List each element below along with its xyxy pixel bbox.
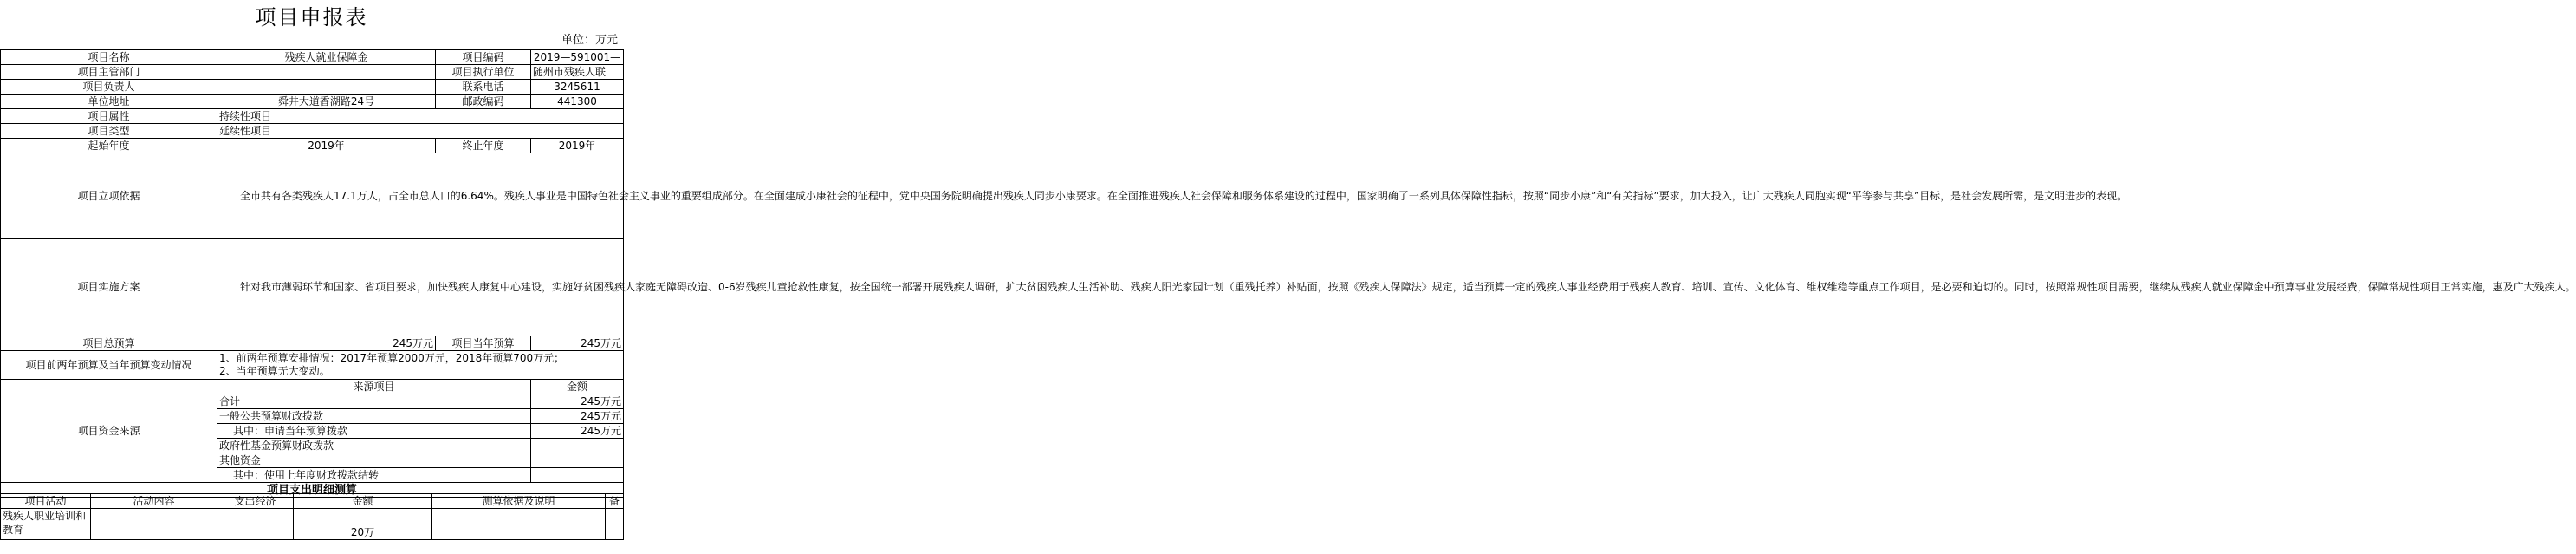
detail-row-note[interactable] xyxy=(606,509,624,540)
funding-amount-carryover[interactable] xyxy=(531,468,624,483)
phone-value[interactable]: 3245611 xyxy=(531,80,624,95)
funding-item-current-request: 其中：申请当年预算拨款 xyxy=(217,424,531,439)
budget-change-label: 项目前两年预算及当年预算变动情况 xyxy=(1,351,217,380)
current-budget-value[interactable]: 245万元 xyxy=(531,336,624,351)
phone-label: 联系电话 xyxy=(436,80,531,95)
address-value[interactable]: 舜井大道香湖路24号 xyxy=(217,95,436,109)
plan-text[interactable]: 针对我市薄弱环节和国家、省项目要求，加快残疾人康复中心建设，实施好贫困残疾人家庭无障碍改造、0-6岁残疾儿童抢救性康复，按全国统一部署开展残疾人调研，扩大贫困残疾人生活补助、残疾人阳光家园计划（重残托养）补贴面，按照《残疾人保障法》规定，适当预算一定的残疾人事业经费用于残疾人教育、培训、宣传、文化体育、维权维稳等重点工作项目，是必要和迫切的。同时，按照常规性项目需要，继续从残疾人就业保障金中预算事业发展经费，保障常规性项目正常实施，惠及广大残疾人。 xyxy=(217,239,624,336)
zip-value[interactable]: 441300 xyxy=(531,95,624,109)
project-form-table xyxy=(0,49,2576,498)
total-budget-label: 项目总预算 xyxy=(1,336,217,351)
end-year-label: 终止年度 xyxy=(436,139,531,153)
detail-row-amount[interactable]: 20万 xyxy=(294,509,432,540)
detail-header-econ: 支出经济 xyxy=(217,494,294,509)
attr-label: 项目属性 xyxy=(1,109,217,124)
basis-text[interactable]: 全市共有各类残疾人17.1万人，占全市总人口的6.64%。残疾人事业是中国特色社会主义事业的重要组成部分。在全面建成小康社会的征程中，党中央国务院明确提出残疾人同步小康要求。在全面推进残疾人社会保障和服务体系建设的过程中，国家明确了一系列具体保障性指标，按照“同步小康”和“有关指标”要求，加大投入，让广大残疾人同胞实现“平等参与共享”目标，是社会发展所需，是文明进步的表现。 xyxy=(217,153,624,239)
project-code-label: 项目编码 xyxy=(436,50,531,65)
leader-value[interactable] xyxy=(217,80,436,95)
funding-item-gov-fund: 政府性基金预算财政拨款 xyxy=(217,439,531,453)
unit-label: 单位：万元 xyxy=(561,34,618,47)
funding-item-total: 合计 xyxy=(217,394,531,409)
dept-label: 项目主管部门 xyxy=(1,65,217,80)
project-code-value[interactable]: 2019—591001— xyxy=(531,50,624,65)
budget-change-line-2: 2、当年预算无大变动。 xyxy=(219,365,330,377)
basis-label: 项目立项依据 xyxy=(1,153,217,239)
funding-amount-gov-fund[interactable] xyxy=(531,439,624,453)
funding-header-amount: 金额 xyxy=(531,380,624,394)
start-year-label: 起始年度 xyxy=(1,139,217,153)
detail-row-content[interactable] xyxy=(91,509,217,540)
end-year-value[interactable]: 2019年 xyxy=(531,139,624,153)
address-label: 单位地址 xyxy=(1,95,217,109)
plan-label: 项目实施方案 xyxy=(1,239,217,336)
detail-header-basis: 测算依据及说明 xyxy=(432,494,606,509)
current-budget-label: 项目当年预算 xyxy=(436,336,531,351)
attr-value[interactable]: 持续性项目 xyxy=(217,109,624,124)
zip-label: 邮政编码 xyxy=(436,95,531,109)
budget-change-line-1: 1、前两年预算安排情况：2017年预算2000万元，2018年预算700万元； xyxy=(219,352,565,364)
detail-section-title: 项目支出明细测算 xyxy=(1,483,624,498)
leader-label: 项目负责人 xyxy=(1,80,217,95)
funding-header-source: 来源项目 xyxy=(217,380,531,394)
dept-value[interactable] xyxy=(217,65,436,80)
detail-header-activity: 项目活动 xyxy=(1,494,91,509)
detail-table xyxy=(0,493,624,540)
funding-source-label: 项目资金来源 xyxy=(1,380,217,483)
project-name-label: 项目名称 xyxy=(1,50,217,65)
funding-item-carryover: 其中：使用上年度财政拨款结转 xyxy=(217,468,531,483)
funding-amount-general[interactable]: 245万元 xyxy=(531,409,624,424)
detail-row-basis[interactable] xyxy=(432,509,606,540)
funding-item-other: 其他资金 xyxy=(217,453,531,468)
exec-unit-value[interactable]: 随州市残疾人联 xyxy=(531,65,624,80)
page-title: 项目申报表 xyxy=(255,5,368,29)
detail-row-activity[interactable]: 残疾人职业培训和教育 xyxy=(1,509,91,540)
project-name-value[interactable]: 残疾人就业保障金 xyxy=(217,50,436,65)
funding-amount-current-request[interactable]: 245万元 xyxy=(531,424,624,439)
budget-change-text[interactable] xyxy=(217,351,624,380)
detail-header-amount: 金额 xyxy=(294,494,432,509)
funding-item-general: 一般公共预算财政拨款 xyxy=(217,409,531,424)
funding-amount-other[interactable] xyxy=(531,453,624,468)
exec-unit-label: 项目执行单位 xyxy=(436,65,531,80)
funding-amount-total[interactable]: 245万元 xyxy=(531,394,624,409)
start-year-value[interactable]: 2019年 xyxy=(217,139,436,153)
type-label: 项目类型 xyxy=(1,124,217,139)
total-budget-value[interactable]: 245万元 xyxy=(217,336,436,351)
type-value[interactable]: 延续性项目 xyxy=(217,124,624,139)
detail-row-econ[interactable] xyxy=(217,509,294,540)
detail-header-note: 备 xyxy=(606,494,624,509)
detail-header-content: 活动内容 xyxy=(91,494,217,509)
